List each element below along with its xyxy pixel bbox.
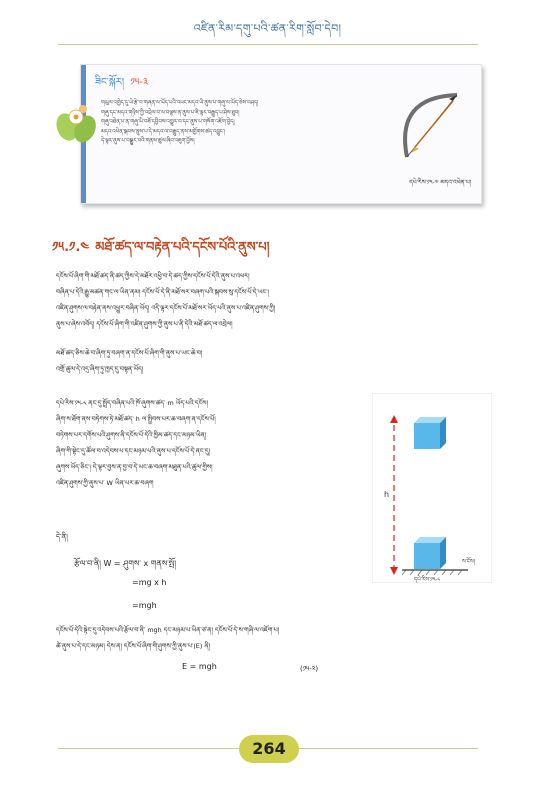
flower-icon xyxy=(53,97,99,151)
ground-cube xyxy=(414,537,446,569)
figure-caption: དཔེ་རིས་༡༥-༨ xyxy=(414,577,441,583)
section-number: ༡༥.༡.༤ xyxy=(52,240,90,255)
height-label: h xyxy=(384,490,390,499)
work-formula-step-3: =mgh xyxy=(132,601,157,610)
section-title: མཐོ་ཚད་ལ་བརྟེན་པའི་དངོས་པོའི་ནུས་པ། xyxy=(95,240,270,255)
body-paragraph-2: མཐོ་ཚད་ཅིས་ཆེ་བ་ཞིག་ཏུ་བཞག་ན་དངོས་པོ་ཞིག་གི་ནུས་པ་ཡང་ཆེ་བ། འགྲོ་ཚུལ་དེ་འདྲ་ཞིག་ཏུ་ཁྱད་དུ་བསྟན་ཡོད། xyxy=(56,349,203,373)
raised-cube xyxy=(414,417,446,449)
body-paragraph-1: དངོས་པོ་ཞིག་གི་མཐོ་ཚད་ནི་ཚད་ཀྱིས་དེ་མཐོར་འཕྱི་བ་དེ་ཚད་ཀྱིས་དངོས་པོ་དེའི་ནུས་པ་འཕར། བཞིན་པ་དེའི་རྒྱུ་མཚན་གང་ལ་ཡིན་ནམ། དངོས་པོ་དེ་ནི་མཐོ་སར་བཞག་པའི་སྐབས་སུ་དངོས་པོ་དེ་ཡང་། འཛིན་ཤུགས་ལ་བརྟེན་ནས་འཕྱུར་བཞིན་ཡོད། འདི་ལྟར་དངོས་པོ་མཐོ་སར་ཡོད་པའི་ནུས་པ་འཛིན་ཤུགས་ཀྱི། ནུས་པ་ཞེས་འབོད། དངོས་པོ་ཞིག་གི་འཛིན་ཤུགས་ཀྱི་ནུས་པ་ནི་དེའི་མཐོ་ཚད་ལ་འབྲེལ། xyxy=(56,272,276,328)
box-text: གཡུལ་འགྱེད་དུ་ཡེ་རྩེ་བ་གཞན་ལ་ཡོད་པའི་འཕང་མདའ་ཡི་ནུས་པ་གཞུ་ལ་ཡོད་ཅེས་བཤད། གཞུ་དང་མདའ་གཉིས་ཀྱི་འབྲེལ་བ་ལ་བལྟས་ན་ནུས་པ་ཇི་ལྟར་བརྒྱུད་པ་ཤེས་ཐུབ། གཞུ་འཐེན་པ་ན་གཞུ་ཡི་བཟོ་དབྱིབས་འགྱུར་བ་དང་ནུས་པ་གསོག་འཇོག་བྱེད། མདའ་འཕེན་སྐབས་ནུས་པ་དེ་མདའ་ལ་བརྒྱུད་ནས་མགྱོགས་ཚད་འབྱུང་། དེ་ལྟར་ནུས་པ་བསྒྱུར་བའི་གནས་ཚུལ་ཞིབ་འཇུག་བྱོས། xyxy=(101,100,259,144)
ground-label: ས་ངོས། xyxy=(462,559,475,565)
box-title xyxy=(95,71,148,99)
box-figure-caption: དཔེ་རིས་༡༥-༧ མདའ་འཕེན་པ། xyxy=(409,179,471,186)
body-paragraph-3: དཔེ་རིས་༡༥-༨ ནང་དུ་སྤྲོད་བཞིན་པའི་ཁོ་ཞུགས་ཚད་ m ཡོད་པའི་དངོས། ཞིག་ས་ཐོག་ནས་བཏེགས་ཏེ་མཐོ་ཚད་ h ལ་སྤྱིབས་པར་ཆ་བཞག་ན་དངོས་པོ། བཏེགས་པར་དགོས་པའི་ཤུགས་ནི་དངོས་པོ་དེའི་ཁྱིམ་ཚད་དང་མཉམ་ཡིན། ཞིག་གི་སྟེང་དུ་ཚོལ་བ་འདེབས་པ་དང་མཉམ་པའི་ནུས་པ་དངོས་པོ་དེ་ནང་དུ། ཞུགས་ཡོད་ཅིང་། དེ་ལྟར་བྱས་ན་བྱ་བ་དེ་ཡང་ཆ་བཞག་མཐུན་པའི་ཚུལ་གྱིས། འཛིན་ཤུགས་ཀྱི་ནུས་པ་ W ཡིན་པར་ཆ་བཞག xyxy=(56,399,216,487)
bow-and-arrow-icon xyxy=(397,87,467,167)
equation-number: (༡༥-༢) xyxy=(300,665,319,673)
body-paragraph-4: དངོས་པོ་དེའི་སྟེང་དུ་འདེབས་པའི་རྩོལ་བ་ནི་ mgh དང་མཉམ་པ་ཡིན་ཙ་ན། དངོས་པོ་དེ་ས་གཞི་ལ་འཇོག་པ། ཚེ་ནུས་པ་དེ་དང་མཉམ། དེས་ན། དངོས་པོ་ཞིག་གི་ཤུགས་ཀྱི་ནུས་པ་(E) ནི། xyxy=(56,626,280,650)
intro-box xyxy=(80,64,482,204)
page-number: 264 xyxy=(239,735,299,763)
that-is-label: དེ་ནི། xyxy=(56,533,68,541)
header-divider xyxy=(58,44,478,45)
running-header: འཛིན་རིམ་དགུ་པའི་ཚན་རིག་སློབ་དེབ། xyxy=(193,22,342,35)
box-title-label: ཟིང་སྐོར། xyxy=(95,77,125,88)
section-heading xyxy=(52,232,270,269)
box-number: ༡༥-༣ xyxy=(130,77,149,88)
work-formula: རྩོལ་བ་ནི། W = ཤུགས་ x གནས་སྤོ། xyxy=(74,559,176,568)
work-formula-step-2: =mg x h xyxy=(132,578,167,587)
lifted-cube-figure xyxy=(372,393,492,583)
potential-energy-equation: E = mgh xyxy=(182,662,217,671)
